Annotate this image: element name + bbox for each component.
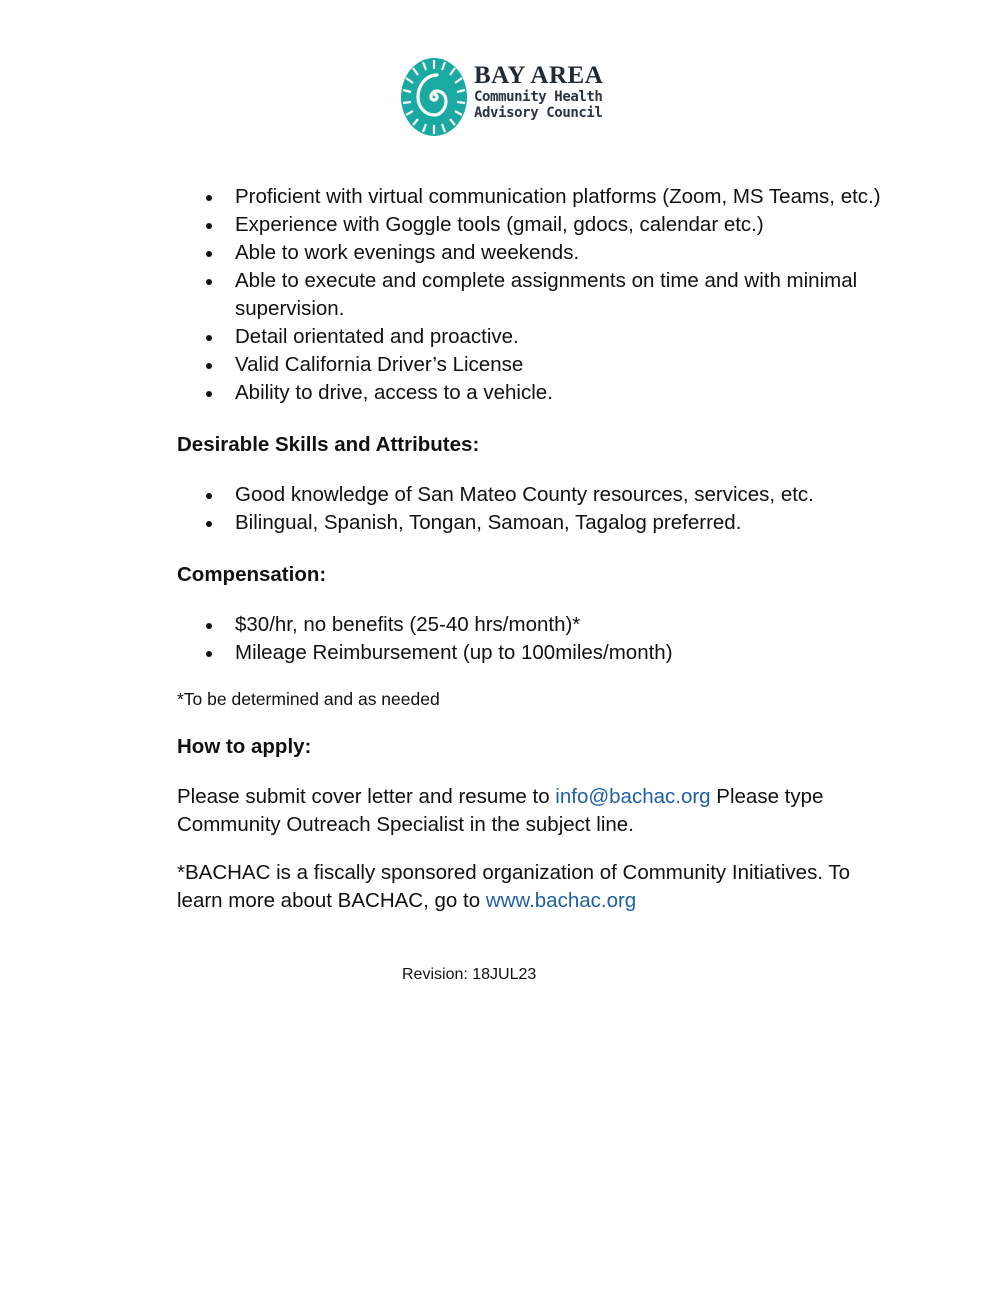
desirable-skills-list: [177, 481, 897, 537]
bullet-icon: [206, 521, 212, 527]
list-item: $30/hr, no benefits (25-40 hrs/month)*: [177, 611, 897, 639]
list-item: Good knowledge of San Mateo County resources, services, etc.: [177, 481, 897, 509]
list-item: Mileage Reimbursement (up to 100miles/month): [177, 639, 897, 667]
bullet-icon: [206, 391, 212, 397]
list-item: Detail orientated and proactive.: [177, 323, 897, 351]
list-item: Valid California Driver’s License: [177, 351, 897, 379]
how-to-apply-heading: How to apply:: [177, 735, 312, 758]
bullet-icon: [206, 363, 212, 369]
website-link[interactable]: www.bachac.org: [485, 889, 637, 912]
logo-wordmark: [474, 63, 603, 120]
bullet-icon: [206, 623, 212, 629]
bullet-icon: [206, 195, 212, 201]
compensation-heading: Compensation:: [177, 563, 327, 586]
bullet-icon: [206, 279, 212, 285]
requirements-list: [177, 183, 897, 407]
bachac-logo: [400, 57, 610, 139]
sponsor-statement: *BACHAC is a fiscally sponsored organization of Community Initiatives. To learn more about BACHAC, go to www.bachac.org: [177, 861, 850, 912]
bullet-icon: [206, 223, 212, 229]
bullet-icon: [206, 493, 212, 499]
desirable-skills-heading: Desirable Skills and Attributes:: [177, 433, 480, 456]
document-body: [177, 183, 897, 915]
bullet-icon: [206, 651, 212, 657]
spiral-logo-icon: [400, 57, 468, 137]
list-item: Experience with Goggle tools (gmail, gdocs, calendar etc.): [177, 211, 897, 239]
list-item: Ability to drive, access to a vehicle.: [177, 379, 897, 407]
bullet-icon: [206, 335, 212, 341]
list-item: Able to work evenings and weekends.: [177, 239, 897, 267]
list-item: Proficient with virtual communication platforms (Zoom, MS Teams, etc.): [177, 183, 897, 211]
email-link[interactable]: info@bachac.org: [555, 785, 711, 808]
list-item: Bilingual, Spanish, Tongan, Samoan, Tagalog preferred.: [177, 509, 897, 537]
apply-instructions: Please submit cover letter and resume to info@bachac.org Please type Community Outreach Specialist in the subject line.: [177, 785, 824, 836]
logo-subtitle-1: Community Health: [474, 89, 603, 105]
compensation-list: [177, 611, 897, 667]
list-item: Able to execute and complete assignments on time and with minimal supervision.: [177, 267, 897, 323]
revision-label: Revision: 18JUL23: [402, 966, 537, 983]
compensation-note: *To be determined and as needed: [177, 689, 440, 709]
logo-subtitle-2: Advisory Council: [474, 105, 603, 121]
logo-title: BAY AREA: [474, 62, 604, 89]
bullet-icon: [206, 251, 212, 257]
